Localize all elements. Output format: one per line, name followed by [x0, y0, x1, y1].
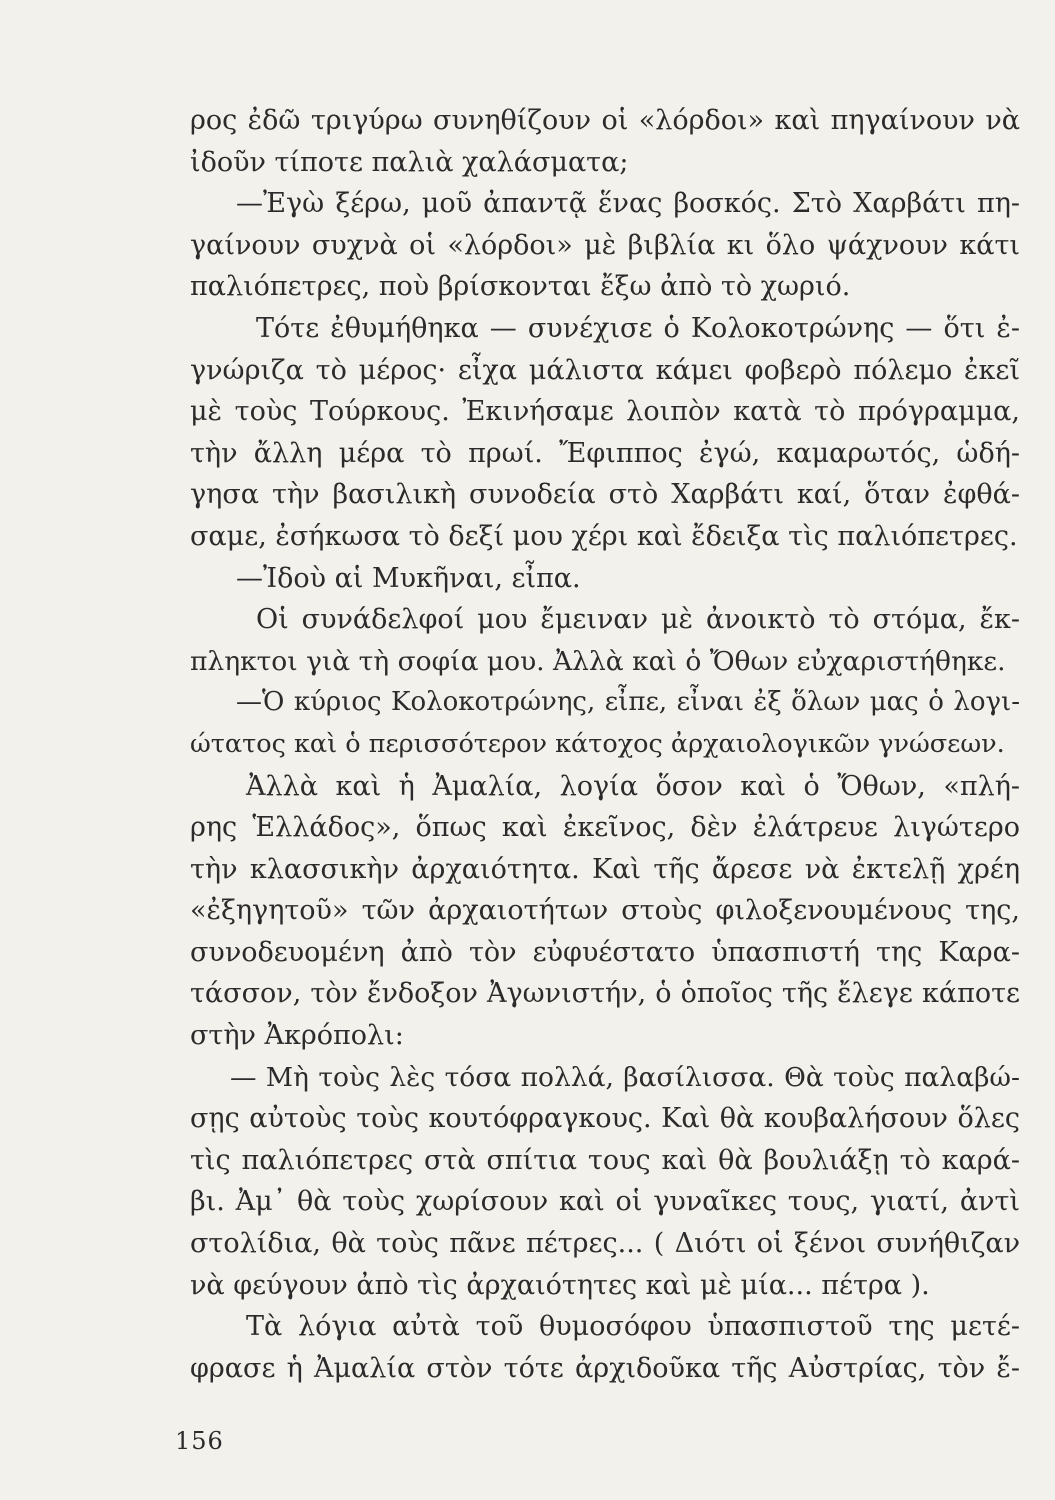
text-line: τάσσον, τὸν ἔνδοξον Ἀγωνιστήν, ὁ ὁποῖος τῆς ἔλεγε κάποτε	[190, 978, 1020, 1010]
text-line: Τότε ἐθυμήθηκα — συνέχισε ὁ Κολοκοτρώνης — ὅτι ἐ-	[256, 312, 1020, 344]
text-line: —Ὁ κύριος Κολοκοτρώνης, εἶπε, εἶναι ἐξ ὅλων μας ὁ λογι-	[236, 687, 1020, 718]
text-line: —Ἰδοὺ αἱ Μυκῆναι, εἶπα.	[236, 562, 581, 594]
text-line: φρασε ἡ Ἀμαλία στὸν τότε ἀρχιδοῦκα τῆς Αὐστρίας, τὸν ἔ-	[190, 1352, 1020, 1384]
text-line: γαίνουν συχνὰ οἱ «λόρδοι» μὲ βιβλία κι ὅλο ψάχνουν κάτι	[190, 229, 1020, 261]
text-line: σῃς αὐτοὺς τοὺς κουτόφραγκους. Καὶ θὰ κουβαλήσουν ὅλες	[190, 1103, 1020, 1135]
text-line: σαμε, ἐσήκωσα τὸ δεξί μου χέρι καὶ ἔδειξα τὶς παλιόπετρες.	[190, 520, 1018, 552]
text-line: βι. Ἀμ᾽ θὰ τοὺς χωρίσουν καὶ οἱ γυναῖκες τους, γιατί, ἀντὶ	[190, 1186, 1020, 1218]
text-line: ἰδοῦν τίποτε παλιὰ χαλάσματα;	[190, 146, 629, 178]
text-line: στὴν Ἀκρόπολι:	[190, 1020, 404, 1052]
text-line: νὰ φεύγουν ἀπὸ τὶς ἀρχαιότητες καὶ μὲ μία... πέτρα ).	[190, 1269, 930, 1301]
text-line: γησα τὴν βασιλικὴ συνοδεία στὸ Χαρβάτι καί, ὅταν ἐφθά-	[190, 479, 1020, 511]
text-line: μὲ τοὺς Τούρκους. Ἐκινήσαμε λοιπὸν κατὰ τὸ πρόγραμμα,	[190, 396, 1020, 428]
text-line: τὴν κλασσικὴν ἀρχαιότητα. Καὶ τῆς ἄρεσε νὰ ἐκτελῇ χρέη	[190, 853, 1020, 885]
text-line: στολίδια, θὰ τοὺς πᾶνε πέτρες... ( Διότι οἱ ξένοι συνήθιζαν	[190, 1228, 1020, 1260]
text-line: Οἱ συνάδελφοί μου ἔμειναν μὲ ἀνοικτὸ τὸ στόμα, ἔκ-	[256, 604, 1020, 636]
text-line: «ἐξηγητοῦ» τῶν ἀρχαιοτήτων στοὺς φιλοξενουμένους της,	[190, 895, 1020, 927]
text-line: συνοδευομένη ἀπὸ τὸν εὐφυέστατο ὑπασπιστή της Καρα-	[190, 936, 1020, 968]
text-line: γνώριζα τὸ μέρος· εἶχα μάλιστα κάμει φοβερὸ πόλεμο ἐκεῖ	[190, 354, 1020, 386]
text-line: ρος ἐδῶ τριγύρω συνηθίζουν οἱ «λόρδοι» καὶ πηγαίνουν νὰ	[190, 105, 1020, 136]
text-line: τὴν ἄλλη μέρα τὸ πρωί. Ἔφιππος ἐγώ, καμαρωτός, ὡδή-	[190, 437, 1020, 469]
text-line: παλιόπετρες, ποὺ βρίσκονται ἔξω ἀπὸ τὸ χωριό.	[190, 271, 851, 303]
text-line: — Μὴ τοὺς λὲς τόσα πολλά, βασίλισσα. Θὰ τοὺς παλαβώ-	[230, 1061, 1020, 1093]
text-line: ρης Ἑλλάδος», ὅπως καὶ ἐκεῖνος, δὲν ἐλάτρευε λιγώτερο	[190, 812, 1020, 844]
text-line: —Ἐγὼ ξέρω, μοῦ ἀπαντᾷ ἕνας βοσκός. Στὸ Χαρβάτι πη-	[236, 188, 1020, 220]
text-line: τὶς παλιόπετρες στὰ σπίτια τους καὶ θὰ βουλιάξῃ τὸ καρά-	[190, 1144, 1020, 1176]
text-line: Τὰ λόγια αὐτὰ τοῦ θυμοσόφου ὑπασπιστοῦ της μετέ-	[246, 1311, 1020, 1343]
page-number: 156	[175, 1427, 224, 1455]
text-line: ώτατος καὶ ὁ περισσότερον κάτοχος ἀρχαιολογικῶν γνώσεων.	[190, 728, 1005, 759]
page-text	[190, 100, 1020, 1389]
text-line: πληκτοι γιὰ τὴ σοφία μου. Ἀλλὰ καὶ ὁ Ὄθων εὐχαριστήθηκε.	[190, 645, 1006, 677]
text-line: Ἀλλὰ καὶ ἡ Ἀμαλία, λογία ὅσον καὶ ὁ Ὄθων, «πλή-	[246, 770, 1020, 802]
